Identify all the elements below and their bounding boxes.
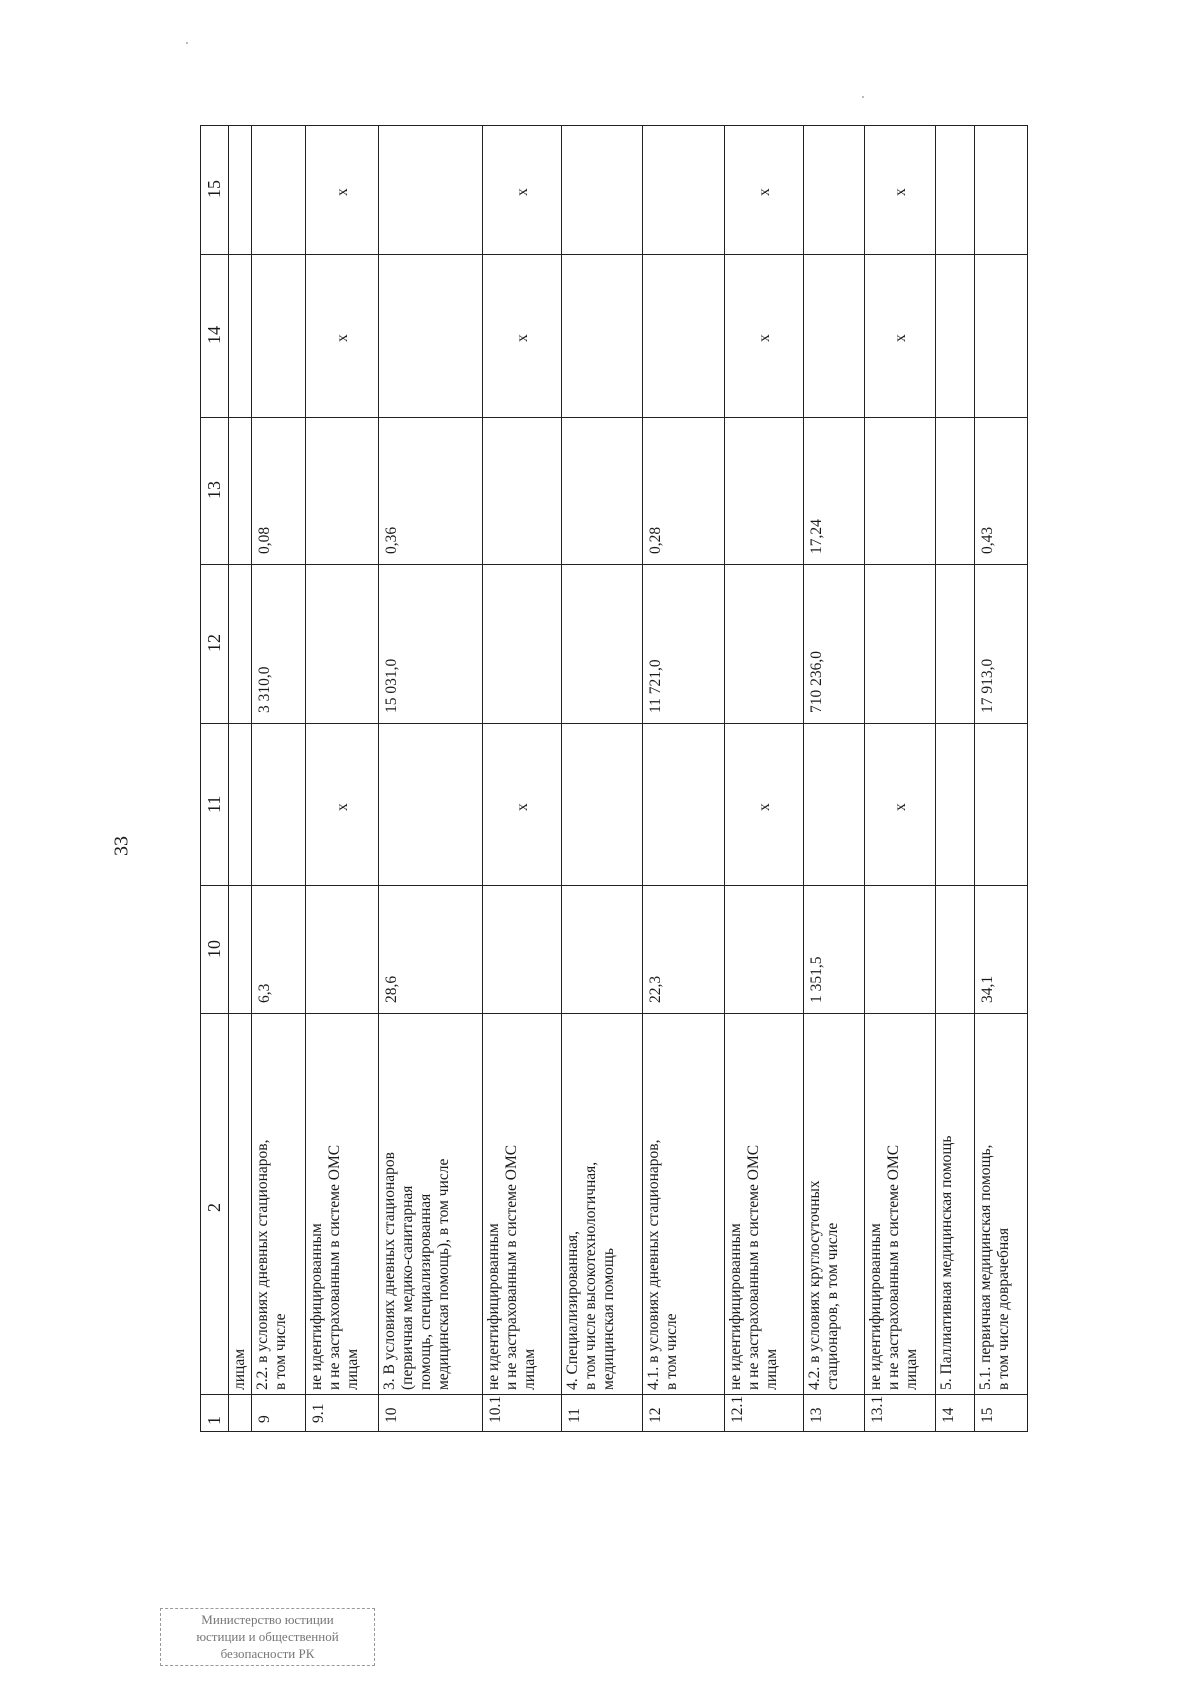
- value-cell-11: [804, 724, 865, 886]
- cell-value: 11 721,0: [647, 659, 664, 713]
- value-cell-11: [643, 724, 725, 886]
- stamp: [160, 1608, 375, 1666]
- row-name-line: не идентифицированным: [727, 1223, 744, 1390]
- value-cell-11: [379, 724, 483, 886]
- cell-value: 1 351,5: [808, 956, 825, 1003]
- row-number-cell: [975, 1395, 1028, 1432]
- row-name-line: и не застрахованным в системе ОМС: [885, 1144, 902, 1390]
- row-number-cell: [725, 1395, 804, 1432]
- column-header-14: [201, 255, 229, 418]
- row-name-cell: [643, 1014, 725, 1395]
- value-cell-13: [483, 418, 562, 565]
- row-number-cell: [483, 1395, 562, 1432]
- scan-speck: [186, 42, 188, 44]
- value-cell-15: [975, 126, 1028, 255]
- row-name-line: 5.1. первичная медицинская помощь,: [977, 1144, 994, 1390]
- value-cell-13: [804, 418, 865, 565]
- value-cell-10: [483, 886, 562, 1014]
- row-name-cell: [936, 1014, 975, 1395]
- row-name-line: не идентифицированным: [308, 1223, 325, 1390]
- cell-value: х: [514, 334, 531, 342]
- column-header-13: [201, 418, 229, 565]
- value-cell-13: [252, 418, 306, 565]
- value-cell-14: [229, 255, 252, 418]
- value-cell-15: [252, 126, 306, 255]
- value-cell-10: [562, 886, 643, 1014]
- row-name-line: 3. В условиях дневных стационаров: [381, 1152, 398, 1390]
- row-number: 9: [256, 1415, 273, 1423]
- value-cell-14: [252, 255, 306, 418]
- value-cell-12: [725, 565, 804, 724]
- data-table: [200, 125, 1028, 1432]
- cell-value: х: [892, 188, 909, 196]
- row-number: 11: [566, 1408, 583, 1423]
- cell-value: 28,6: [383, 975, 400, 1003]
- stamp-line: Министерство юстиции: [201, 1612, 334, 1627]
- row-number-cell: [252, 1395, 306, 1432]
- cell-value: х: [514, 802, 531, 811]
- value-cell-10: [643, 886, 725, 1014]
- value-cell-11: [562, 724, 643, 886]
- scan-speck: [862, 96, 864, 98]
- cell-value: х: [514, 188, 531, 196]
- value-cell-12: [562, 565, 643, 724]
- value-cell-11: [865, 724, 936, 886]
- row-name-cell: [306, 1014, 379, 1395]
- row-number-cell: [936, 1395, 975, 1432]
- value-cell-14: [725, 255, 804, 418]
- row-name-line: 4.1. в условиях дневных стационаров,: [645, 1139, 662, 1390]
- value-cell-13: [643, 418, 725, 565]
- row-name-line: в том числе: [663, 1313, 680, 1390]
- column-header-label: 1: [204, 1416, 224, 1425]
- row-name-line: медицинская помощь: [600, 1248, 617, 1390]
- value-cell-11: [252, 724, 306, 886]
- stamp-line: безопасности РК: [220, 1646, 315, 1661]
- value-cell-12: [804, 565, 865, 724]
- value-cell-12: [379, 565, 483, 724]
- row-name-line: в том числе: [272, 1313, 289, 1390]
- cell-value: 710 236,0: [808, 651, 825, 713]
- cell-value: 0,36: [383, 526, 400, 554]
- cell-value: 0,08: [256, 526, 273, 554]
- row-number: 12.1: [729, 1395, 746, 1423]
- value-cell-13: [725, 418, 804, 565]
- cell-value: 17,24: [808, 519, 825, 554]
- row-name-line: (первичная медико-санитарная: [399, 1185, 416, 1390]
- value-cell-13: [306, 418, 379, 565]
- row-number-cell: [562, 1395, 643, 1432]
- column-header-label: 15: [204, 180, 224, 198]
- row-name-line: медицинская помощь), в том числе: [435, 1158, 452, 1390]
- row-name-line: 2.2. в условиях дневных стационаров,: [254, 1139, 271, 1390]
- row-name-line: лицам: [344, 1348, 361, 1390]
- column-header-11: [201, 724, 229, 886]
- value-cell-15: [379, 126, 483, 255]
- row-number: 12: [647, 1407, 664, 1423]
- row-name-line: и не застрахованным в системе ОМС: [503, 1144, 520, 1390]
- row-number: 14: [940, 1407, 957, 1423]
- value-cell-11: [229, 724, 252, 886]
- value-cell-13: [865, 418, 936, 565]
- row-number: 15: [979, 1407, 996, 1423]
- column-header-2: [201, 1014, 229, 1395]
- column-header-label: 2: [204, 1203, 224, 1212]
- cell-value: х: [756, 802, 773, 811]
- cell-value: х: [334, 802, 351, 811]
- value-cell-12: [975, 565, 1028, 724]
- row-number-cell: [306, 1395, 379, 1432]
- cell-value: х: [892, 334, 909, 342]
- cell-value: х: [756, 334, 773, 342]
- row-name-line: не идентифицированным: [485, 1223, 502, 1390]
- row-number: 9.1: [310, 1403, 327, 1423]
- row-name-line: лицам: [231, 1348, 248, 1390]
- cell-value: 17 913,0: [979, 658, 996, 713]
- cell-value: х: [892, 802, 909, 811]
- stamp-line: юстиции и общественной: [196, 1629, 339, 1644]
- row-name-line: и не застрахованным в системе ОМС: [745, 1144, 762, 1390]
- row-number: 10.1: [487, 1395, 504, 1423]
- value-cell-15: [804, 126, 865, 255]
- row-name-cell: [865, 1014, 936, 1395]
- row-name-cell: [804, 1014, 865, 1395]
- row-name-cell: [379, 1014, 483, 1395]
- row-name-cell: [562, 1014, 643, 1395]
- cell-value: х: [756, 188, 773, 196]
- value-cell-10: [306, 886, 379, 1014]
- value-cell-11: [975, 724, 1028, 886]
- value-cell-15: [936, 126, 975, 255]
- row-name-cell: [252, 1014, 306, 1395]
- value-cell-12: [252, 565, 306, 724]
- column-header-12: [201, 565, 229, 724]
- cell-value: 6,3: [256, 983, 273, 1003]
- row-number: 10: [383, 1407, 400, 1423]
- value-cell-13: [379, 418, 483, 565]
- value-cell-13: [562, 418, 643, 565]
- value-cell-14: [306, 255, 379, 418]
- row-number: 13: [808, 1407, 825, 1423]
- row-number-cell: [865, 1395, 936, 1432]
- value-cell-12: [483, 565, 562, 724]
- cell-value: 0,28: [647, 526, 664, 554]
- value-cell-15: [306, 126, 379, 255]
- row-name-line: в том числе доврачебная: [995, 1227, 1012, 1390]
- value-cell-14: [562, 255, 643, 418]
- row-number-cell: [229, 1395, 252, 1432]
- value-cell-10: [804, 886, 865, 1014]
- value-cell-11: [483, 724, 562, 886]
- row-name-line: стационаров, в том числе: [824, 1222, 841, 1390]
- row-name-line: лицам: [903, 1348, 920, 1390]
- cell-value: 0,43: [979, 526, 996, 554]
- cell-value: 22,3: [647, 975, 664, 1003]
- row-number-cell: [804, 1395, 865, 1432]
- value-cell-15: [643, 126, 725, 255]
- row-name-cell: [483, 1014, 562, 1395]
- row-name-line: 4. Специализированная,: [564, 1230, 581, 1390]
- cell-value: 34,1: [979, 975, 996, 1003]
- value-cell-12: [936, 565, 975, 724]
- column-header-label: 10: [204, 939, 224, 958]
- value-cell-13: [229, 418, 252, 565]
- value-cell-15: [483, 126, 562, 255]
- value-cell-11: [936, 724, 975, 886]
- value-cell-12: [229, 565, 252, 724]
- value-cell-14: [975, 255, 1028, 418]
- value-cell-13: [936, 418, 975, 565]
- column-header-label: 11: [204, 795, 224, 813]
- value-cell-14: [379, 255, 483, 418]
- cell-value: 15 031,0: [383, 658, 400, 713]
- row-number: 13.1: [869, 1395, 886, 1423]
- row-name-line: лицам: [763, 1348, 780, 1390]
- row-name-line: в том числе высокотехнологичная,: [582, 1161, 599, 1390]
- value-cell-10: [975, 886, 1028, 1014]
- row-number-cell: [379, 1395, 483, 1432]
- value-cell-12: [306, 565, 379, 724]
- value-cell-14: [804, 255, 865, 418]
- row-name-line: 4.2. в условиях круглосуточных: [806, 1180, 823, 1390]
- cell-value: х: [334, 188, 351, 196]
- row-number-cell: [643, 1395, 725, 1432]
- value-cell-14: [643, 255, 725, 418]
- value-cell-11: [306, 724, 379, 886]
- row-name-line: и не застрахованным в системе ОМС: [326, 1144, 343, 1390]
- row-name-cell: [229, 1014, 252, 1395]
- value-cell-15: [229, 126, 252, 255]
- cell-value: 3 310,0: [256, 666, 273, 713]
- value-cell-14: [936, 255, 975, 418]
- column-header-15: [201, 126, 229, 255]
- value-cell-14: [865, 255, 936, 418]
- value-cell-10: [252, 886, 306, 1014]
- value-cell-10: [865, 886, 936, 1014]
- value-cell-10: [936, 886, 975, 1014]
- row-name-line: не идентифицированным: [867, 1223, 884, 1390]
- value-cell-15: [865, 126, 936, 255]
- value-cell-10: [725, 886, 804, 1014]
- row-name-line: 5. Паллиативная медицинская помощь: [938, 1135, 955, 1390]
- value-cell-15: [725, 126, 804, 255]
- page-number: 33: [110, 836, 133, 856]
- value-cell-15: [562, 126, 643, 255]
- row-name-line: лицам: [521, 1348, 538, 1390]
- value-cell-12: [865, 565, 936, 724]
- column-header-1: [201, 1395, 229, 1432]
- value-cell-10: [229, 886, 252, 1014]
- value-cell-12: [643, 565, 725, 724]
- value-cell-14: [483, 255, 562, 418]
- row-name-line: помощь, специализированная: [417, 1193, 434, 1390]
- column-header-10: [201, 886, 229, 1014]
- column-header-label: 13: [204, 481, 224, 499]
- column-header-label: 14: [204, 326, 224, 344]
- row-name-cell: [725, 1014, 804, 1395]
- value-cell-13: [975, 418, 1028, 565]
- cell-value: х: [334, 334, 351, 342]
- value-cell-10: [379, 886, 483, 1014]
- column-header-label: 12: [204, 634, 224, 652]
- row-name-cell: [975, 1014, 1028, 1395]
- value-cell-11: [725, 724, 804, 886]
